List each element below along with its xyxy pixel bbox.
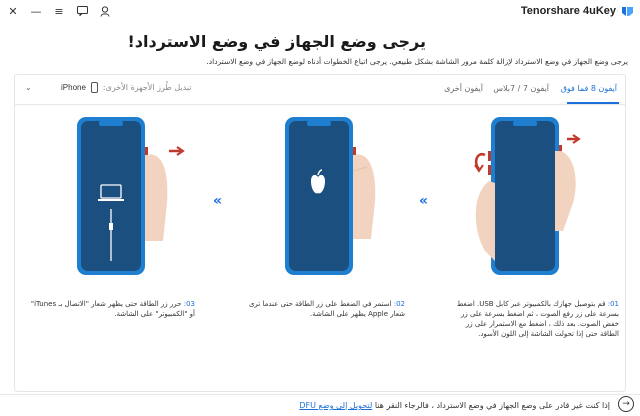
tab-other-iphones[interactable]: آيفون أخرى (444, 84, 483, 93)
tab-iphone8-plus[interactable]: آيفون 8 فما فوق (560, 84, 617, 93)
step-3-number: 03: (183, 300, 195, 308)
menu-icon[interactable]: ≡ (54, 4, 64, 18)
device-name: iPhone (61, 83, 86, 92)
dfu-mode-link[interactable]: لتحويل إلى وضع DFU (299, 401, 373, 410)
instructions-card (14, 74, 626, 392)
close-icon[interactable]: ✕ (8, 4, 18, 18)
account-icon[interactable] (98, 4, 112, 18)
step-2-number: 02: (393, 300, 405, 308)
minimize-icon[interactable]: — (30, 4, 42, 18)
model-tabs (15, 75, 625, 105)
step3-illustration (71, 111, 201, 281)
app-logo-icon (621, 5, 634, 18)
step-1-description: قم بتوصيل جهازك بالكمبيوتر عبر كابل USB. اضغط بسرعة على زر رفع الصوت ، ثم اضغط بسرعة على زر خفض الصوت. بعد ذلك ، اضغط مع الاستمرار على زر الطاقة حتى إذا تحولت الشاشة إلى اللون الأسود. (456, 300, 619, 338)
next-arrow-button[interactable] (618, 396, 634, 412)
device-switch-label: تبديل طُرز الأجهزة الأخرى: (102, 83, 192, 92)
active-tab-indicator (567, 102, 619, 104)
tab-iphone7[interactable]: آيفون 7 / 7بلاس (493, 84, 549, 93)
step-2-description: استمر في الضغط على زر الطاقة حتى عندما ترى شعار Apple يظهر على الشاشة. (248, 300, 405, 318)
device-switch[interactable] (61, 82, 191, 93)
step2-illustration (271, 111, 401, 281)
step-3-description: حرر زر الطاقة حتى يظهر شعار "الاتصال بـ iTunes" أو "الكمبيوتر" على الشاشة. (30, 300, 195, 318)
title-bar (0, 0, 640, 22)
page-subtitle: يرجى وضع الجهاز في وضع الاسترداد لإزالة كلمة مرور الشاشة بشكل طبيعي. يرجى اتباع الخطوات أدناه لوضع الجهاز في وضع الاسترداد. (206, 57, 628, 66)
step-3-text (27, 299, 195, 319)
window-controls (6, 4, 112, 18)
step-1-text (449, 299, 619, 339)
phone-icon (91, 82, 98, 93)
chevron-down-icon[interactable]: ⌄ (25, 83, 32, 92)
brand (521, 5, 634, 18)
step-arrow-2: « (213, 193, 223, 209)
footer-message: إذا كنت غير قادر على وضع الجهاز في وضع الاسترداد ، فالرجاء النقر هنا (372, 401, 610, 410)
feedback-icon[interactable] (75, 4, 89, 18)
step1-illustration (455, 111, 585, 281)
footer (0, 394, 640, 416)
step-2-text (241, 299, 405, 319)
step-1-number: 01: (607, 300, 619, 308)
brand-name: Tenorshare 4uKey (520, 5, 616, 17)
footer-text (299, 401, 610, 410)
arrow-right-icon: → (622, 399, 630, 409)
page-title: يرجى وضع الجهاز في وضع الاسترداد! (127, 32, 426, 51)
step-arrow-1: « (419, 193, 429, 209)
